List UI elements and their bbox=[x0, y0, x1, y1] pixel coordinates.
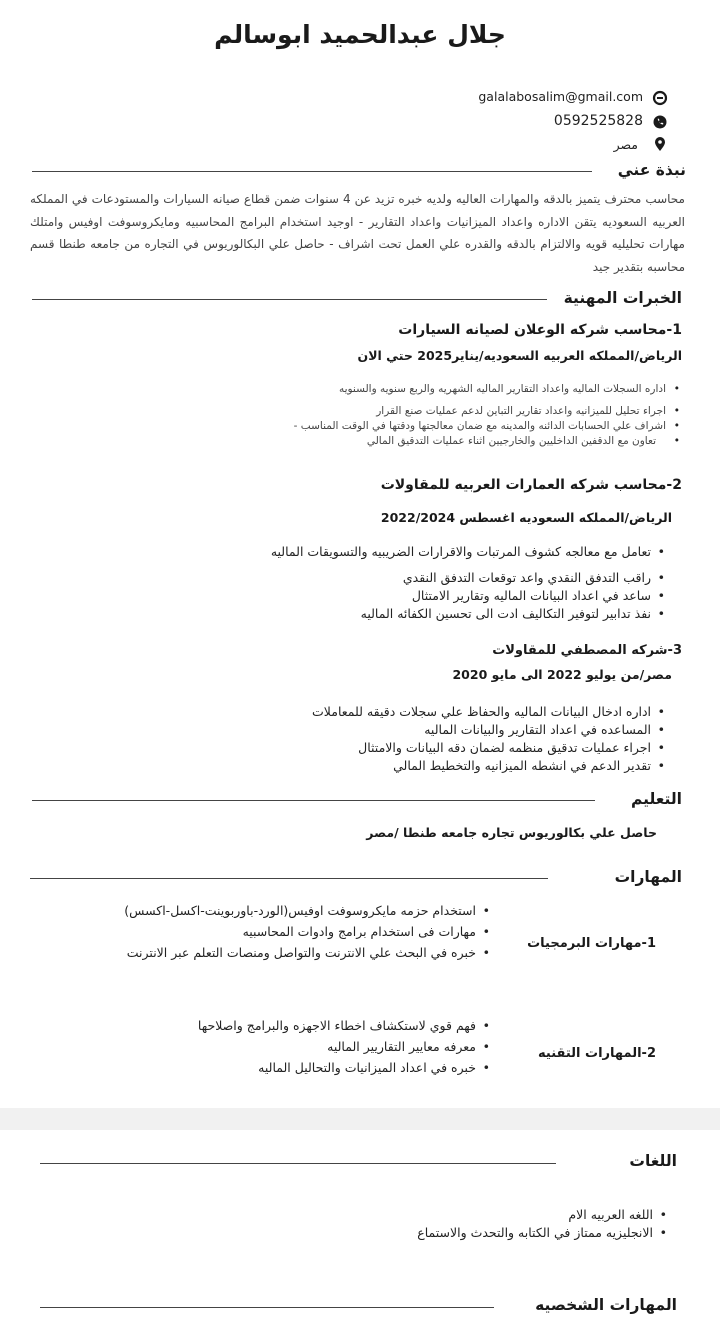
page-break bbox=[0, 1108, 720, 1130]
list-item: • اداره ادخال البيانات الماليه والحفاظ علي سجلات دقيقه للمعاملات bbox=[312, 703, 665, 721]
experience-divider bbox=[32, 299, 547, 300]
job-2-title: 2-محاسب شركه العمارات العربيه للمقاولات bbox=[380, 477, 682, 493]
skill-group-2-list bbox=[190, 1015, 490, 1078]
candidate-name: جلال عبدالحميد ابوسالم bbox=[214, 20, 506, 49]
list-item: • اشراف علي الحسابات الدائنه والمدينه مع ضمان معالجتها ودقتها في الوقت المناسب - bbox=[294, 419, 680, 434]
education-heading: التعليم bbox=[630, 790, 682, 808]
languages-divider bbox=[40, 1163, 556, 1164]
job-3-bullets bbox=[312, 703, 665, 775]
skills-divider bbox=[30, 878, 548, 879]
list-item: • خبره في البحث علي الانترنت والتواصل ومنصات التعلم عبر الانترنت bbox=[190, 942, 490, 963]
list-item: • نفذ تدابير لتوفير التكاليف ادت الى تحسين الكفائه الماليه bbox=[271, 605, 665, 623]
languages-heading: اللغات bbox=[629, 1152, 677, 1170]
list-item: • تعامل مع معالجه كشوف المرتبات والاقرارات الضريبيه والتسويقات الماليه bbox=[271, 543, 665, 561]
phone-text[interactable]: 0592525828 bbox=[553, 113, 643, 129]
personal-skills-divider bbox=[40, 1307, 494, 1308]
job-2-subtitle: الرياض/المملكه السعوديه اغسطس 2022/2024 bbox=[380, 510, 672, 525]
experience-heading: الخبرات المهنية bbox=[563, 289, 682, 307]
list-item: • تقدير الدعم في انشطه الميزانيه والتخطيط المالي bbox=[312, 757, 665, 775]
list-item: • اجراء عمليات تدقيق منظمه لضمان دقه البيانات والامتثال bbox=[312, 739, 665, 757]
job-2-bullets bbox=[271, 543, 665, 623]
job-1-title: 1-محاسب شركه الوعلان لصيانه السيارات bbox=[398, 322, 682, 338]
location-pin-icon bbox=[652, 136, 668, 152]
education-divider bbox=[32, 800, 595, 801]
list-item: • استخدام حزمه مايكروسوفت اوفيس(الورد-باوربوينت-اكسل-اكسس) bbox=[190, 900, 490, 921]
languages-list bbox=[417, 1206, 667, 1242]
about-text: محاسب محترف يتميز بالدقه والمهارات العاليه ولديه خبره تزيد عن 4 سنوات ضمن قطاع صيانه السيارات والمستودعات في المملكه العربيه السعوديه يتقن الاداره واعداد الميزانيات واعداد التقارير - اوجيد استخدام البرامج المحاسبيه ومايكروسوفت اوفيس وامتلك مهارات تحليليه قويه والالتزام بالدقه والقدره علي العمل تحت اشراف - حاصل علي البكالوريوس في التجاره من جامعه طنطا قسم محاسبه بتقدير جيد bbox=[30, 192, 685, 274]
list-item: • مهارات فى استخدام برامج وادوات المحاسبيه bbox=[190, 921, 490, 942]
skill-group-1-list bbox=[124, 900, 490, 963]
personal-skills-heading: المهارات الشخصيه bbox=[535, 1296, 677, 1314]
job-1-bullets bbox=[294, 382, 680, 449]
skills-heading: المهارات bbox=[614, 868, 682, 886]
job-1-subtitle: الرياض/المملكه العربيه السعوديه/يناير2025 حتي الان bbox=[357, 348, 682, 363]
phone-icon bbox=[652, 114, 668, 130]
location-text: مصر bbox=[613, 137, 638, 152]
list-item: • المساعده في اعداد التقارير والبيانات الماليه bbox=[312, 721, 665, 739]
email-text[interactable]: galalabosalim@gmail.com bbox=[478, 89, 643, 104]
list-item: • تعاون مع الدقفين الداخليين والخارجيين اثناء عمليات التدقيق المالي bbox=[294, 434, 680, 449]
list-item: • راقب التدفق النقدي واعد توقعات التدفق النقدي bbox=[271, 569, 665, 587]
about-heading: نبذة عني bbox=[617, 161, 686, 179]
list-item: • فهم قوي لاستكشاف اخطاء الاجهزه والبرامج واصلاحها bbox=[190, 1015, 490, 1036]
skill-group-2-label: 2-المهارات التقنيه bbox=[538, 1046, 656, 1061]
job-3-subtitle: مصر/من يوليو 2022 الى مايو 2020 bbox=[452, 667, 672, 682]
list-item: • الانجليزيه ممتاز في الكتابه والتحدث والاستماع bbox=[417, 1224, 667, 1242]
skill-group-1-label: 1-مهارات البرمجيات bbox=[527, 936, 656, 951]
job-3-title: 3-شركه المصطفي للمقاولات bbox=[492, 643, 682, 658]
list-item: • ساعد في اعداد البيانات الماليه وتقارير الامتثال bbox=[271, 587, 665, 605]
list-item: • اللغه العربيه الام bbox=[417, 1206, 667, 1224]
list-item: • معرفه معايير التقاريير الماليه bbox=[190, 1036, 490, 1057]
about-divider bbox=[32, 171, 592, 172]
education-degree: حاصل علي بكالوريوس تجاره جامعه طنطا /مصر bbox=[366, 825, 657, 840]
email-icon bbox=[652, 90, 668, 106]
list-item: • خبره في اعداد الميزانيات والتحاليل الماليه bbox=[190, 1057, 490, 1078]
list-item: • اداره السجلات الماليه واعداد التقارير الماليه الشهريه والربع سنويه والسنويه bbox=[294, 382, 680, 397]
list-item: • اجراء تحليل للميزانيه واعداد تقارير التباين لدعم عمليات صنع القرار bbox=[294, 404, 680, 419]
